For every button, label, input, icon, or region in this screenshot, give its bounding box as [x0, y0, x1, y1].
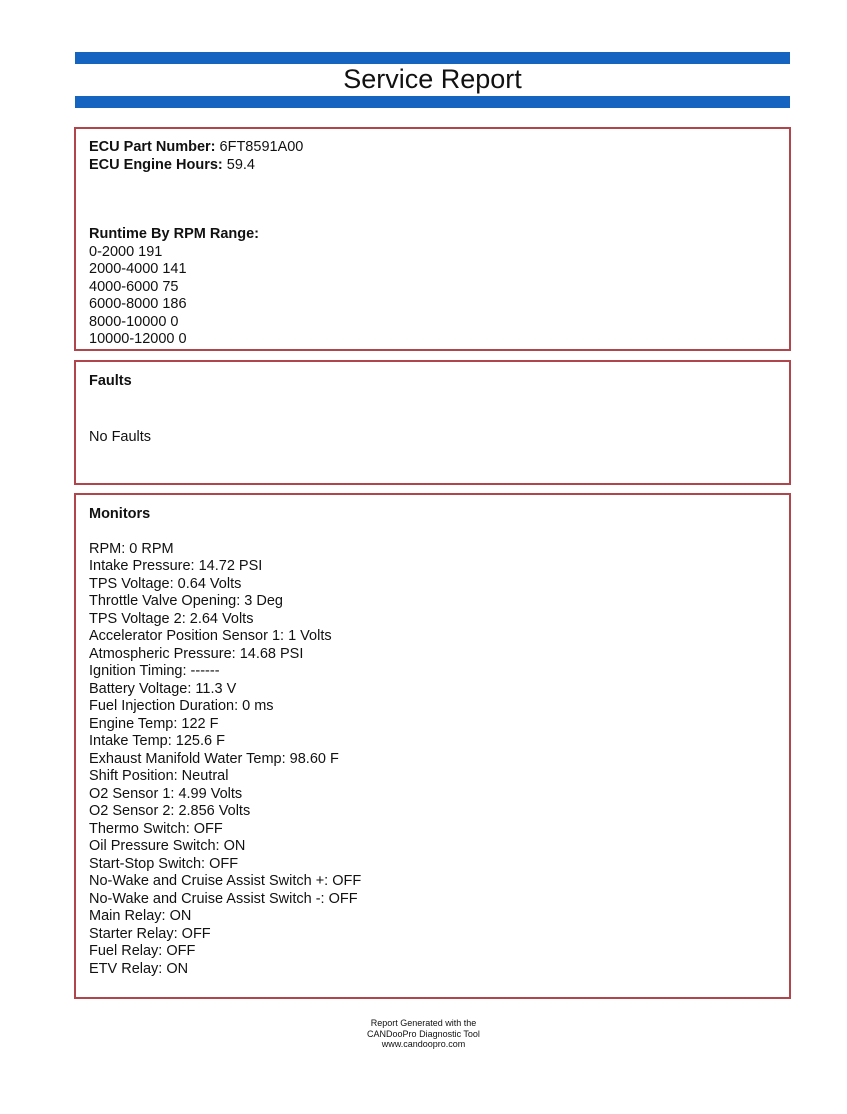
- footer-line-1: Report Generated with the: [370, 1018, 477, 1028]
- ecu-part-number-row: [89, 139, 779, 157]
- footer: [0, 1018, 847, 1050]
- runtime-row: 4000-6000 75: [89, 278, 179, 295]
- ecu-engine-hours-label: ECU Engine Hours:: [89, 156, 223, 173]
- monitor-item: Intake Temp: 125.6 F: [89, 733, 225, 749]
- monitor-item: Starter Relay: OFF: [89, 925, 211, 942]
- monitor-list: [89, 541, 779, 979]
- ecu-part-number-label: ECU Part Number:: [89, 139, 216, 155]
- runtime-row: 10000-12000 0: [89, 331, 187, 347]
- monitor-item: Atmospheric Pressure: 14.68 PSI: [89, 645, 304, 662]
- monitor-item: No-Wake and Cruise Assist Switch +: OFF: [89, 873, 362, 889]
- monitor-item: Fuel Relay: OFF: [89, 943, 196, 959]
- monitor-item: Exhaust Manifold Water Temp: 98.60 F: [89, 750, 339, 767]
- ecu-part-number-value: 6FT8591A00: [219, 139, 304, 155]
- monitors-section: [74, 493, 791, 999]
- runtime-heading: Runtime By RPM Range:: [89, 226, 259, 242]
- monitor-item: No-Wake and Cruise Assist Switch -: OFF: [89, 890, 358, 907]
- monitor-item: O2 Sensor 2: 2.856 Volts: [89, 803, 251, 819]
- ecu-info-section: [74, 127, 791, 351]
- monitor-item: Throttle Valve Opening: 3 Deg: [89, 593, 283, 609]
- footer-website: www.candoopro.com: [381, 1039, 466, 1049]
- page-title: Service Report: [343, 64, 522, 94]
- monitor-item: Fuel Injection Duration: 0 ms: [89, 698, 274, 714]
- faults-message: No Faults: [89, 428, 152, 445]
- monitor-item: Start-Stop Switch: OFF: [89, 855, 239, 872]
- monitor-item: Battery Voltage: 11.3 V: [89, 680, 237, 697]
- ecu-engine-hours-value: 59.4: [226, 156, 255, 173]
- monitor-item: Oil Pressure Switch: ON: [89, 838, 246, 854]
- monitor-item: Ignition Timing: ------: [89, 663, 220, 679]
- monitor-item: ETV Relay: ON: [89, 960, 189, 977]
- faults-heading: Faults: [89, 373, 132, 389]
- monitor-item: TPS Voltage 2: 2.64 Volts: [89, 610, 254, 627]
- header-bar-bottom: [75, 96, 790, 108]
- monitor-item: Accelerator Position Sensor 1: 1 Volts: [89, 628, 332, 644]
- monitor-item: Thermo Switch: OFF: [89, 820, 223, 837]
- monitor-item: RPM: 0 RPM: [89, 540, 174, 557]
- ecu-engine-hours-row: [89, 157, 779, 175]
- runtime-row: 8000-10000 0: [89, 313, 179, 330]
- faults-section: [74, 360, 791, 485]
- runtime-row: 2000-4000 141: [89, 261, 187, 277]
- monitor-item: TPS Voltage: 0.64 Volts: [89, 575, 242, 592]
- monitors-heading: Monitors: [89, 506, 151, 522]
- monitor-item: Main Relay: ON: [89, 908, 192, 924]
- monitor-item: Engine Temp: 122 F: [89, 715, 219, 732]
- runtime-row: 6000-8000 186: [89, 296, 187, 312]
- monitor-item: Shift Position: Neutral: [89, 768, 229, 784]
- monitor-item: Intake Pressure: 14.72 PSI: [89, 558, 263, 574]
- monitor-item: O2 Sensor 1: 4.99 Volts: [89, 785, 243, 802]
- runtime-row: 0-2000 191: [89, 243, 163, 260]
- footer-line-2: CANDooPro Diagnostic Tool: [367, 1028, 480, 1039]
